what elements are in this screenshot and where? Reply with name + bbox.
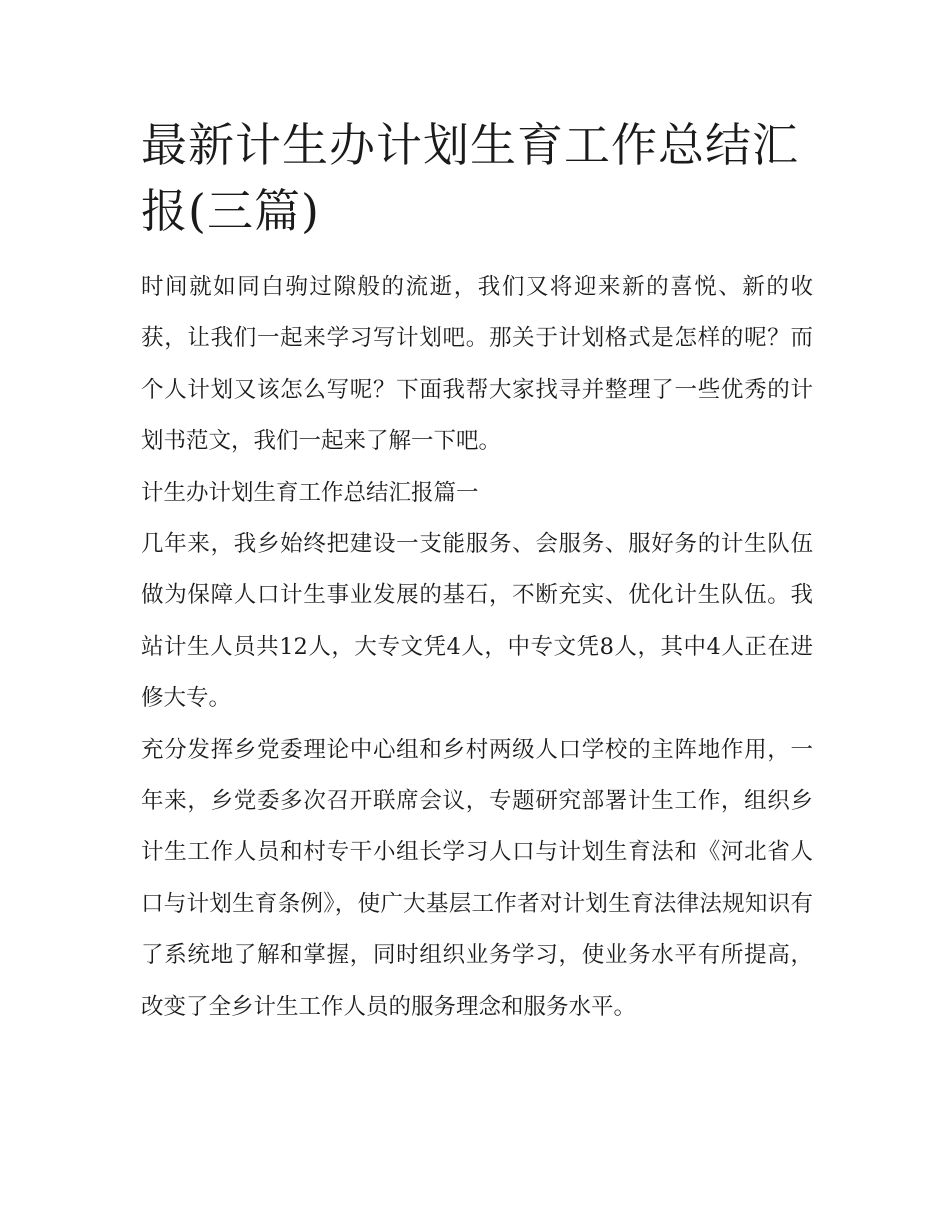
intro-paragraph: 时间就如同白驹过隙般的流逝，我们又将迎来新的喜悦、新的收获，让我们一起来学习写计划吧。那关于计划格式是怎样的呢？而个人计划又该怎么写呢？下面我帮大家找寻并整理了一些优秀的计划书范文，我们一起来了解一下吧。 xyxy=(141,274,813,455)
section-heading: 计生办计划生育工作总结汇报篇一 xyxy=(141,479,479,506)
body-paragraph-2: 充分发挥乡党委理论中心组和乡村两级人口学校的主阵地作用，一年来，乡党委多次召开联席会议，专题研究部署计生工作，组织乡计生工作人员和村专干小组长学习人口与计划生育法和《河北省人口与计划生育条例》，使广大基层工作者对计划生育法律法规知识有了系统地了解和掌握，同时组织业务学习，使业务水平有所提高，改变了全乡计生工作人员的服务理念和服务水平。 xyxy=(141,736,813,1020)
body-paragraph-1: 几年来，我乡始终把建设一支能服务、会服务、服好务的计生队伍做为保障人口计生事业发展的基石，不断充实、优化计生队伍。我站计生人员共12人，大专文凭4人，中专文凭8人，其中4人正在进修大专。 xyxy=(141,531,813,712)
document-title: 最新计生办计划生育工作总结汇报(三篇) xyxy=(141,118,799,238)
document-page xyxy=(141,112,813,1033)
